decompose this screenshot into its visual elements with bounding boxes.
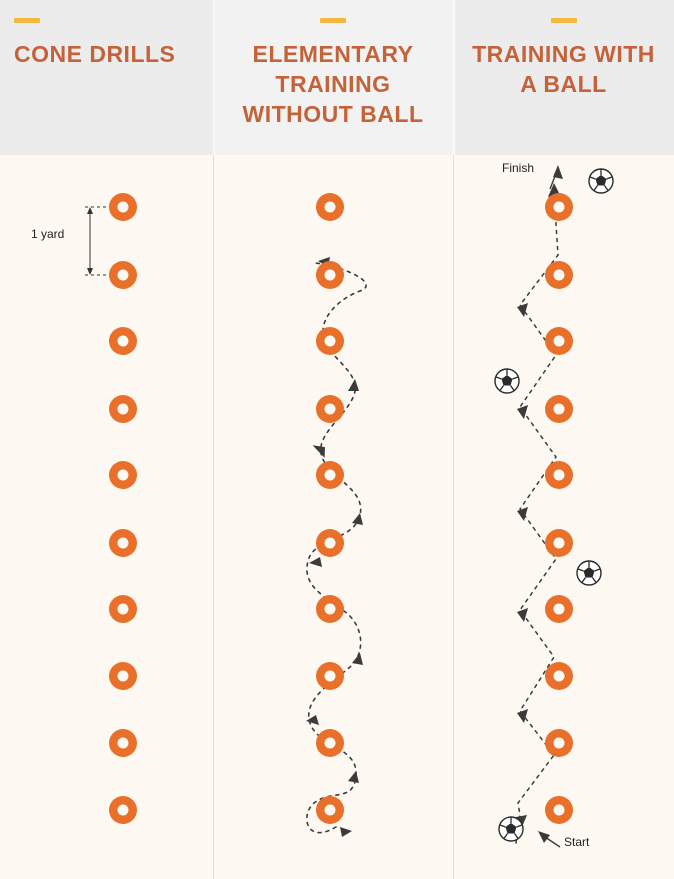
cone	[109, 461, 137, 489]
header-column-elementary-training	[213, 0, 453, 155]
header-divider	[213, 0, 215, 155]
finish-arrow	[550, 165, 563, 189]
panel-elementary-training	[214, 155, 453, 879]
arrow-head	[309, 557, 322, 567]
cone-list	[109, 193, 137, 824]
dash-icon	[551, 18, 577, 23]
cone	[545, 395, 573, 423]
finish-label: Finish	[502, 161, 535, 175]
cone	[545, 193, 573, 221]
header-divider	[453, 0, 455, 155]
panel-training-with-ball	[454, 155, 674, 879]
cone	[109, 395, 137, 423]
cone	[545, 327, 573, 355]
cone	[316, 796, 344, 824]
page-title-training-with-ball: TRAINING WITH A BALL	[472, 41, 655, 97]
arrow-head	[306, 715, 319, 725]
soccer-ball	[589, 169, 613, 193]
cone	[545, 261, 573, 289]
arrow-head	[348, 771, 359, 783]
cone	[316, 729, 344, 757]
arrow-head	[313, 441, 329, 460]
dash-icon	[14, 18, 40, 23]
cone-drills-diagram	[0, 155, 213, 879]
training-with-ball-diagram	[454, 155, 674, 879]
arrow-head	[340, 827, 352, 837]
cone	[316, 595, 344, 623]
panel-cone-drills	[0, 155, 213, 879]
arrow-head	[352, 513, 363, 525]
cone	[316, 193, 344, 221]
cone	[316, 461, 344, 489]
header-bar	[0, 0, 674, 155]
cone-list	[545, 193, 573, 824]
cone	[316, 327, 344, 355]
elementary-training-diagram	[214, 155, 453, 879]
cone	[545, 529, 573, 557]
cone	[109, 193, 137, 221]
cone	[109, 327, 137, 355]
cone	[109, 729, 137, 757]
start-label: Start	[564, 835, 590, 849]
cone	[545, 461, 573, 489]
soccer-ball	[577, 561, 601, 585]
cone	[316, 529, 344, 557]
cone	[545, 595, 573, 623]
cone	[316, 261, 344, 289]
cone	[316, 662, 344, 690]
arrow-head	[517, 709, 528, 723]
soccer-ball	[499, 817, 523, 841]
cone-list	[316, 193, 344, 824]
yard-label: 1 yard	[31, 227, 65, 241]
page-title-cone-drills: CONE DRILLS	[14, 41, 176, 67]
cone	[545, 662, 573, 690]
arrow-head	[352, 653, 363, 665]
cone	[316, 395, 344, 423]
dash-icon	[320, 18, 346, 23]
cone	[109, 261, 137, 289]
cone	[109, 796, 137, 824]
start-arrow	[538, 831, 560, 847]
header-column-cone-drills	[0, 0, 213, 155]
cone	[545, 729, 573, 757]
yard-measure-bracket	[85, 207, 112, 275]
diagram-body	[0, 155, 674, 879]
header-column-training-with-ball	[453, 0, 674, 155]
page-title-elementary-training: ELEMENTARY TRAINING WITHOUT BALL	[242, 41, 424, 127]
arrow-head	[348, 379, 359, 391]
cone	[109, 662, 137, 690]
soccer-ball	[495, 369, 519, 393]
cone	[545, 796, 573, 824]
cone	[109, 529, 137, 557]
yard-measure-arrow	[87, 207, 93, 275]
arrow-head	[517, 507, 528, 521]
cone	[109, 595, 137, 623]
